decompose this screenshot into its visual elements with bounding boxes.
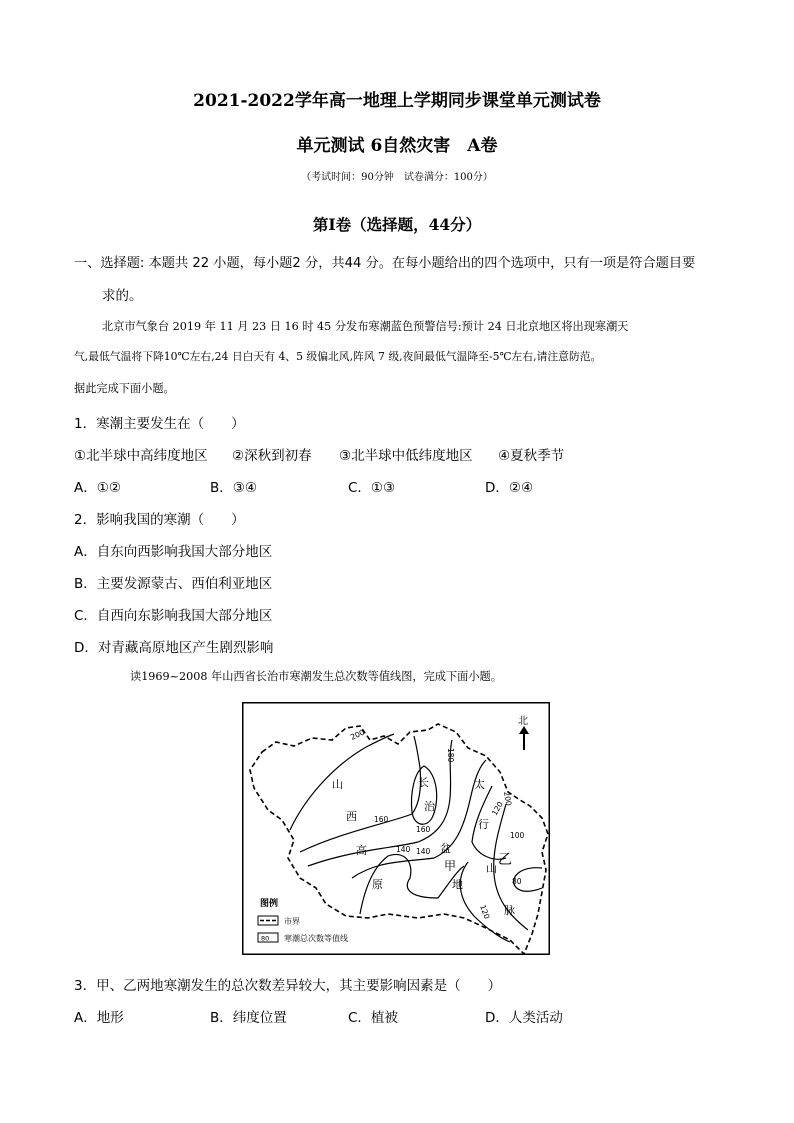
q1-statement: ②深秋到初春 bbox=[232, 448, 312, 464]
q3-stem: 3．甲、乙两地寒潮发生的总次数差异较大，其主要影响因素是（ ） bbox=[74, 978, 502, 994]
q1-option-b[interactable]: B．③④ bbox=[210, 480, 257, 496]
q3-option-d[interactable]: D．人类活动 bbox=[485, 1010, 563, 1026]
q2-option-c[interactable]: C．自西向东影响我国大部分地区 bbox=[74, 608, 273, 624]
section-instruction-line1: 一、选择题: 本题共 22 小题，每小题2 分，共44 分。在每小题给出的四个选项中，只有一项是符合题目要 bbox=[74, 256, 696, 271]
region-label: 治 bbox=[424, 800, 435, 813]
section-instruction-line2: 求的。 bbox=[102, 288, 143, 304]
isoline-label: 160 bbox=[374, 815, 389, 824]
q1-statement: ④夏秋季节 bbox=[498, 448, 565, 464]
isoline-label: 160 bbox=[416, 825, 431, 834]
region-label: 脉 bbox=[504, 904, 515, 917]
region-label: 地 bbox=[452, 878, 463, 891]
q1-option-a[interactable]: A．①② bbox=[74, 480, 121, 496]
q1-option-c[interactable]: C．①③ bbox=[348, 480, 396, 496]
passage2: 读1969~2008 年山西省长治市寒潮发生总次数等值线图，完成下面小题。 bbox=[130, 670, 502, 683]
isoline-label: 120 bbox=[489, 800, 505, 817]
isoline-label: 80 bbox=[512, 877, 522, 886]
region-label: 太 bbox=[474, 778, 485, 791]
point-label-yi: 乙 bbox=[498, 852, 512, 868]
region-label: 西 bbox=[346, 810, 357, 823]
q2-option-b[interactable]: B．主要发源蒙古、西伯利亚地区 bbox=[74, 576, 273, 592]
q1-option-d[interactable]: D．②④ bbox=[485, 480, 534, 496]
section-heading: 第Ⅰ卷（选择题，44分） bbox=[312, 215, 482, 234]
region-label: 原 bbox=[372, 878, 383, 891]
isoline-label: 200 bbox=[502, 790, 514, 807]
page-subtitle: 单元测试 6自然灾害 A卷 bbox=[296, 136, 498, 156]
q2-option-d[interactable]: D．对青藏高原地区产生剧烈影响 bbox=[74, 640, 274, 656]
region-label: 盆 bbox=[440, 842, 451, 855]
region-label: 山 bbox=[486, 862, 497, 875]
isoline-label: 140 bbox=[396, 845, 411, 854]
legend-title: 图例 bbox=[260, 899, 279, 909]
isoline-label: 100 bbox=[510, 831, 525, 840]
isoline-label: 180 bbox=[446, 748, 455, 763]
isoline-label: 140 bbox=[416, 847, 431, 856]
q1-statement: ①北半球中高纬度地区 bbox=[74, 448, 208, 464]
exam-info: （考试时间：90分钟 试卷满分：100分） bbox=[301, 172, 493, 183]
passage1-line1: 北京市气象台 2019 年 11 月 23 日 16 时 45 分发布寒潮蓝色预警信号:预计 24 日北京地区将出现寒潮天 bbox=[102, 320, 629, 333]
region-label: 行 bbox=[478, 818, 489, 831]
isoline-label: 200 bbox=[349, 727, 366, 742]
region-label: 长 bbox=[418, 776, 429, 789]
legend-sample-value: 80 bbox=[261, 934, 270, 943]
q2-option-a[interactable]: A．自东向西影响我国大部分地区 bbox=[74, 544, 273, 560]
north-label: 北 bbox=[518, 716, 528, 727]
legend-item: 寒潮总次数等值线 bbox=[284, 934, 348, 943]
legend-item: 市界 bbox=[284, 917, 300, 926]
q2-stem: 2．影响我国的寒潮（ ） bbox=[74, 512, 245, 528]
q3-option-c[interactable]: C．植被 bbox=[348, 1010, 398, 1026]
q1-stem: 1．寒潮主要发生在（ ） bbox=[74, 416, 245, 432]
region-label: 山 bbox=[332, 778, 343, 791]
passage1-line3: 据此完成下面小题。 bbox=[74, 382, 175, 395]
q3-option-a[interactable]: A．地形 bbox=[74, 1010, 124, 1026]
q1-statement: ③北半球中低纬度地区 bbox=[339, 448, 473, 464]
point-label-jia: 甲 bbox=[444, 859, 457, 873]
isoline-label: 120 bbox=[478, 903, 492, 921]
passage1-line2: 气,最低气温将下降10℃左右,24 日白天有 4、5 级偏北风,阵风 7 级,夜间最低气温降至-5℃左右,请注意防范。 bbox=[74, 350, 602, 363]
q3-option-b[interactable]: B．纬度位置 bbox=[210, 1010, 287, 1026]
page-title: 2021-2022学年高一地理上学期同步课堂单元测试卷 bbox=[193, 91, 601, 111]
cold-wave-isoline-map bbox=[242, 702, 550, 955]
region-label: 高 bbox=[356, 844, 367, 857]
